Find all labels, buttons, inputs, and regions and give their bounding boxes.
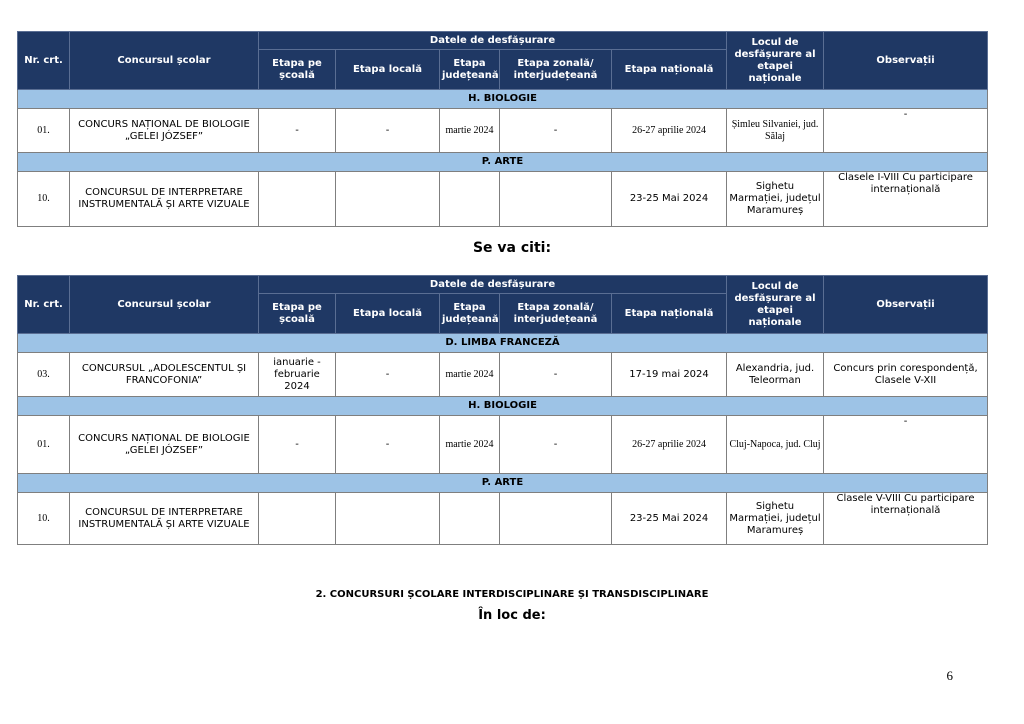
row-zonala <box>500 493 612 545</box>
row-nr: 10. <box>18 172 70 227</box>
row-nationala: 23-25 Mai 2024 <box>612 493 727 545</box>
header-nationala: Etapa națională <box>612 294 727 334</box>
header-locul: Locul de desfășurare al etapei naționale <box>727 32 824 90</box>
header-scoala: Etapa pe școală <box>259 294 336 334</box>
table-row <box>18 172 988 227</box>
row-nr: 01. <box>18 109 70 153</box>
header-scoala: Etapa pe școală <box>259 50 336 90</box>
se-va-citi-heading: Se va citi: <box>472 240 552 256</box>
header-datele: Datele de desfășurare <box>259 32 727 50</box>
table-row <box>18 109 988 153</box>
row-name: CONCURS NAȚIONAL DE BIOLOGIE „GELEI JÓZSEF” <box>70 416 259 474</box>
header-nr: Nr. crt. <box>18 276 70 334</box>
row-obs: Clasele V-VIII Cu participare internațională <box>824 493 988 545</box>
section-2-title: 2. CONCURSURI ȘCOLARE INTERDISCIPLINARE ȘI TRANSDISCIPLINARE <box>315 589 709 600</box>
row-zonala: - <box>500 109 612 153</box>
header-judeteana: Etapa județeană <box>440 50 500 90</box>
row-scoala <box>259 172 336 227</box>
page-number: 6 <box>946 668 953 683</box>
row-nationala: 26-27 aprilie 2024 <box>612 109 727 153</box>
row-scoala <box>259 493 336 545</box>
table-corrected <box>17 275 988 545</box>
row-locul: Șimleu Silvaniei, jud. Sălaj <box>727 109 824 153</box>
header-judeteana: Etapa județeană <box>440 294 500 334</box>
header-datele: Datele de desfășurare <box>259 276 727 294</box>
row-locul: Sighetu Marmației, județul Maramureș <box>727 493 824 545</box>
header-nationala: Etapa națională <box>612 50 727 90</box>
row-nationala: 17-19 mai 2024 <box>612 353 727 397</box>
row-judeteana: martie 2024 <box>440 109 500 153</box>
row-nationala: 26-27 aprilie 2024 <box>612 416 727 474</box>
row-locala <box>336 493 440 545</box>
row-name: CONCURSUL DE INTERPRETARE INSTRUMENTALĂ ȘI ARTE VIZUALE <box>70 172 259 227</box>
header-nr: Nr. crt. <box>18 32 70 90</box>
row-locala: - <box>336 109 440 153</box>
section-biologie: H. BIOLOGIE <box>18 397 988 416</box>
section-franceza: D. LIMBA FRANCEZĂ <box>18 334 988 353</box>
row-nationala: 23-25 Mai 2024 <box>612 172 727 227</box>
header-concurs: Concursul școlar <box>70 276 259 334</box>
table-row <box>18 493 988 545</box>
table-original <box>17 31 988 227</box>
header-zonala: Etapa zonală/ interjudețeană <box>500 50 612 90</box>
row-name: CONCURSUL DE INTERPRETARE INSTRUMENTALĂ ȘI ARTE VIZUALE <box>70 493 259 545</box>
section-arte: P. ARTE <box>18 153 988 172</box>
row-name: CONCURSUL „ADOLESCENTUL ȘI FRANCOFONIA” <box>70 353 259 397</box>
row-locul: Alexandria, jud. Teleorman <box>727 353 824 397</box>
header-concurs: Concursul școlar <box>70 32 259 90</box>
row-zonala <box>500 172 612 227</box>
row-obs: - <box>824 109 988 153</box>
row-obs: - <box>824 416 988 474</box>
row-nr: 10. <box>18 493 70 545</box>
row-zonala: - <box>500 416 612 474</box>
header-obs: Observații <box>824 276 988 334</box>
in-loc-de-heading: În loc de: <box>478 608 546 623</box>
row-scoala: - <box>259 416 336 474</box>
header-zonala: Etapa zonală/ interjudețeană <box>500 294 612 334</box>
header-locala: Etapa locală <box>336 50 440 90</box>
row-locul: Sighetu Marmației, județul Maramureș <box>727 172 824 227</box>
section-arte: P. ARTE <box>18 474 988 493</box>
row-scoala: ianuarie - februarie 2024 <box>259 353 336 397</box>
header-obs: Observații <box>824 32 988 90</box>
row-judeteana <box>440 172 500 227</box>
row-judeteana: martie 2024 <box>440 416 500 474</box>
row-obs: Clasele I-VIII Cu participare internațională <box>824 172 988 227</box>
row-scoala: - <box>259 109 336 153</box>
row-zonala: - <box>500 353 612 397</box>
row-judeteana <box>440 493 500 545</box>
section-biologie: H. BIOLOGIE <box>18 90 988 109</box>
header-locul: Locul de desfășurare al etapei naționale <box>727 276 824 334</box>
table-row <box>18 416 988 474</box>
table-row <box>18 353 988 397</box>
row-obs: Concurs prin corespondență, Clasele V-XII <box>824 353 988 397</box>
row-name: CONCURS NAȚIONAL DE BIOLOGIE „GELEI JÓZSEF” <box>70 109 259 153</box>
row-locala <box>336 172 440 227</box>
row-locala: - <box>336 416 440 474</box>
row-nr: 01. <box>18 416 70 474</box>
row-judeteana: martie 2024 <box>440 353 500 397</box>
row-nr: 03. <box>18 353 70 397</box>
row-locala: - <box>336 353 440 397</box>
row-locul: Cluj-Napoca, jud. Cluj <box>727 416 824 474</box>
header-locala: Etapa locală <box>336 294 440 334</box>
